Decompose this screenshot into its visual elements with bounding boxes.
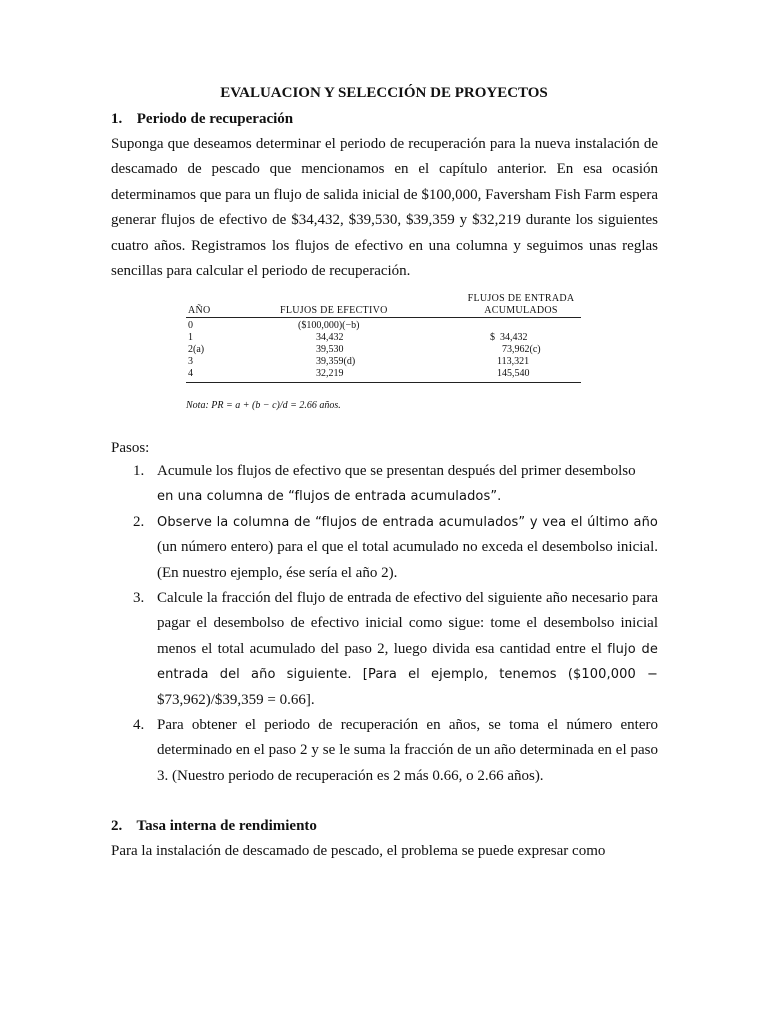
step-3-text: Calcule la fracción del flujo de entrada de efectivo del siguiente año necesario para pagar el desembolso de efectivo inicial como sigue: tome el desembolso inicial menos el total acumulado del paso 2, luego divida esa cantidad entre el bbox=[157, 590, 658, 657]
step-3 bbox=[123, 586, 658, 713]
table-note: Nota: PR = a + (b − c)/d = 2.66 años. bbox=[186, 400, 341, 411]
header-cumulative-line1: FLUJOS DE ENTRADA bbox=[467, 293, 575, 304]
section-2-paragraph: Para la instalación de descamado de pescado, el problema se puede expresar como bbox=[111, 843, 606, 859]
row-4-cumulative: 145,540 bbox=[497, 368, 530, 379]
step-1-text: Acumule los flujos de efectivo que se presentan después del primer desembolso bbox=[157, 463, 636, 479]
row-3-cumulative: 113,321 bbox=[497, 356, 530, 367]
step-2-text: Observe la columna de “flujos de entrada acumulados” y vea el último año bbox=[157, 514, 658, 530]
step-3-text-cont: flujo de entrada del año siguiente. [Para el ejemplo, tenemos ($100,000 − bbox=[157, 641, 659, 683]
section-2-number: 2. bbox=[111, 818, 123, 834]
step-3-text-end: $73,962)/$39,359 = 0.66]. bbox=[157, 691, 315, 708]
step-1 bbox=[123, 459, 658, 510]
header-flows: FLUJOS DE EFECTIVO bbox=[280, 305, 388, 316]
section-2-title: Tasa interna de rendimiento bbox=[136, 818, 317, 834]
row-3-flow: 39,359(d) bbox=[316, 356, 356, 367]
pasos-label: Pasos: bbox=[111, 440, 150, 456]
row-3-year: 3 bbox=[188, 356, 193, 367]
row-2-cumulative: 73,962(c) bbox=[502, 344, 541, 355]
row-4-flow: 32,219 bbox=[316, 368, 344, 379]
section-1-heading bbox=[111, 111, 293, 128]
table-header-rule bbox=[186, 317, 581, 318]
document-title: EVALUACION Y SELECCIÓN DE PROYECTOS bbox=[220, 85, 548, 101]
row-1-cumulative: $ 34,432 bbox=[490, 332, 528, 343]
step-4 bbox=[123, 713, 658, 789]
section-1-title: Periodo de recuperación bbox=[136, 111, 294, 127]
row-2-flow: 39,530 bbox=[316, 344, 344, 355]
steps-list bbox=[123, 459, 658, 789]
step-4-text: Para obtener el periodo de recuperación en años, se toma el número entero determinado en el paso 2 y se le suma la fracción de un año determinada en el paso 3. (Nuestro periodo de recuperación es 2 más 0.66, o 2.66 años). bbox=[157, 717, 658, 784]
header-cumulative-line2: ACUMULADOS bbox=[484, 305, 558, 316]
table-bottom-rule bbox=[186, 382, 581, 383]
row-1-flow: 34,432 bbox=[316, 332, 344, 343]
step-2-text-cont: (un número entero) para el que el total acumulado no exceda el desembolso inicial. (En nuestro ejemplo, ése sería el año 2). bbox=[157, 539, 658, 581]
step-2-number: 2. bbox=[133, 513, 145, 530]
payback-table-figure bbox=[186, 291, 582, 415]
section-1-paragraph: Suponga que deseamos determinar el periodo de recuperación para la nueva instalación de descamado de pescado que mencionamos en el capítulo anterior. En esa ocasión determinamos que para un flujo de salida inicial de $100,000, Faversham Fish Farm espera generar flujos de efectivo de $34,432, $39,530, $39,359 y $32,219 durante los siguientes cuatro años. Registramos los flujos de efectivo en una columna y seguimos unas reglas sencillas para calcular el periodo de recuperación. bbox=[111, 136, 658, 280]
section-1-number: 1. bbox=[111, 111, 123, 127]
section-2-heading bbox=[111, 818, 317, 835]
row-1-year: 1 bbox=[188, 332, 193, 343]
step-1-text-cont: en una columna de “flujos de entrada acumulados”. bbox=[157, 489, 502, 505]
row-0-year: 0 bbox=[188, 320, 193, 331]
row-4-year: 4 bbox=[188, 368, 193, 379]
step-4-number: 4. bbox=[133, 717, 145, 734]
step-2 bbox=[123, 510, 658, 586]
row-2-year: 2(a) bbox=[188, 344, 205, 355]
header-year: AÑO bbox=[188, 305, 211, 316]
step-1-number: 1. bbox=[133, 463, 145, 479]
step-3-number: 3. bbox=[133, 590, 145, 607]
row-0-flow: ($100,000)(−b) bbox=[298, 320, 360, 331]
